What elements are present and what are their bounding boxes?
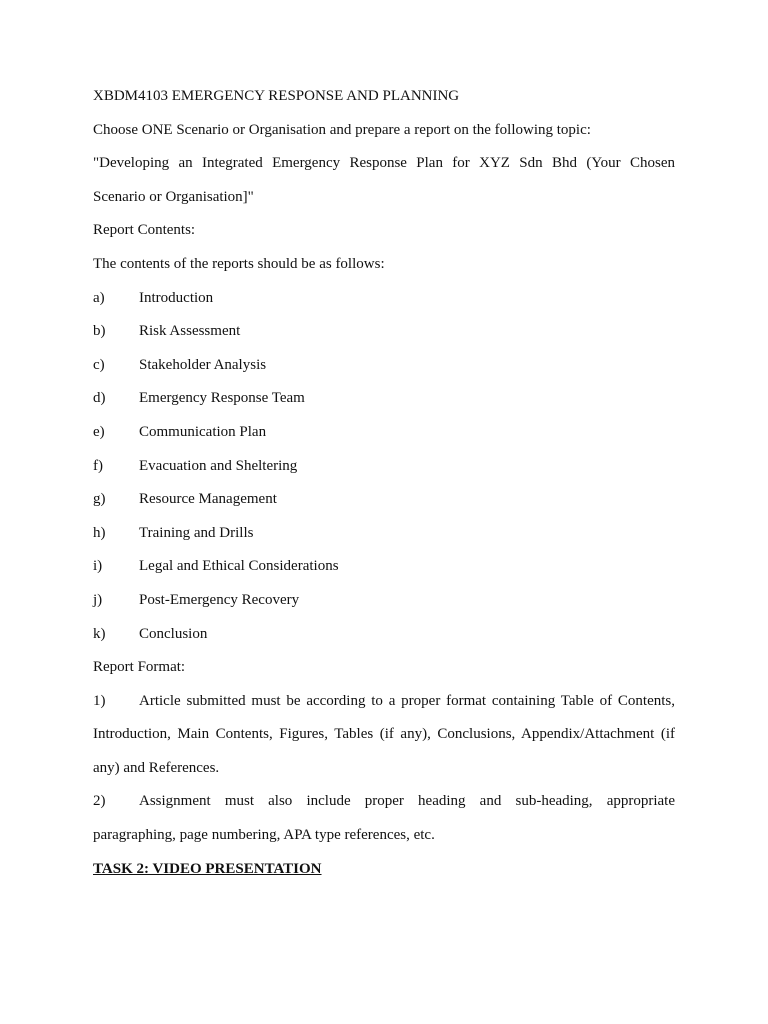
list-item-text: Resource Management bbox=[139, 491, 277, 508]
format-item-1-line-2: Introduction, Main Contents, Figures, Tables (if any), Conclusions, Appendix/Attachment (if bbox=[93, 726, 675, 743]
list-item-text: Stakeholder Analysis bbox=[139, 356, 267, 373]
list-item bbox=[93, 554, 675, 588]
list-item-label: b) bbox=[93, 323, 106, 340]
list-item-label: c) bbox=[93, 356, 105, 373]
list-item-text: Conclusion bbox=[139, 625, 208, 642]
format-item-2-line-2: paragraphing, page numbering, APA type references, etc. bbox=[93, 827, 435, 844]
list-item-label: d) bbox=[93, 390, 106, 407]
list-item-text: Communication Plan bbox=[139, 423, 267, 440]
list-item bbox=[93, 588, 675, 622]
list-item-label: k) bbox=[93, 625, 106, 642]
format-item-1-line-1 bbox=[93, 689, 675, 723]
format-item-label: 2) bbox=[93, 793, 106, 810]
contents-intro: The contents of the reports should be as follows: bbox=[93, 255, 385, 272]
format-item-text: Article submitted must be according to a proper format containing Table of Contents, bbox=[139, 692, 675, 709]
document-page bbox=[93, 84, 675, 890]
list-item-text: Post-Emergency Recovery bbox=[139, 591, 300, 608]
topic-line-1: "Developing an Integrated Emergency Response Plan for XYZ Sdn Bhd (Your Chosen bbox=[93, 155, 675, 172]
list-item-label: a) bbox=[93, 289, 105, 306]
list-item-text: Introduction bbox=[139, 289, 214, 306]
list-item bbox=[93, 454, 675, 488]
list-item bbox=[93, 353, 675, 387]
list-item bbox=[93, 386, 675, 420]
instruction-text: Choose ONE Scenario or Organisation and prepare a report on the following topic: bbox=[93, 121, 591, 138]
list-item bbox=[93, 622, 675, 656]
list-item bbox=[93, 487, 675, 521]
report-format-heading: Report Format: bbox=[93, 659, 186, 676]
format-item-text: Assignment must also include proper heading and sub-heading, appropriate bbox=[139, 793, 675, 810]
list-item-label: g) bbox=[93, 491, 106, 508]
list-item-label: j) bbox=[93, 591, 103, 608]
format-item-2 bbox=[93, 789, 675, 856]
list-item-text: Emergency Response Team bbox=[139, 390, 305, 407]
format-item-label: 1) bbox=[93, 692, 106, 709]
list-item-label: f) bbox=[93, 457, 103, 474]
list-item-text: Legal and Ethical Considerations bbox=[139, 558, 339, 575]
report-contents-heading: Report Contents: bbox=[93, 222, 196, 239]
format-item-1 bbox=[93, 689, 675, 790]
list-item-label: h) bbox=[93, 524, 106, 541]
topic-line-2: Scenario or Organisation]" bbox=[93, 188, 254, 205]
list-item bbox=[93, 420, 675, 454]
list-item-text: Evacuation and Sheltering bbox=[139, 457, 298, 474]
list-item bbox=[93, 521, 675, 555]
contents-list bbox=[93, 286, 675, 656]
format-item-1-line-3: any) and References. bbox=[93, 759, 220, 776]
list-item bbox=[93, 286, 675, 320]
list-item-text: Training and Drills bbox=[139, 524, 254, 541]
task2-heading: TASK 2: VIDEO PRESENTATION bbox=[93, 860, 322, 877]
list-item-text: Risk Assessment bbox=[139, 323, 241, 340]
document-title: XBDM4103 EMERGENCY RESPONSE AND PLANNING bbox=[93, 88, 460, 104]
format-item-2-line-1 bbox=[93, 789, 675, 823]
list-item-label: e) bbox=[93, 423, 105, 440]
list-item-label: i) bbox=[93, 558, 103, 575]
list-item bbox=[93, 319, 675, 353]
